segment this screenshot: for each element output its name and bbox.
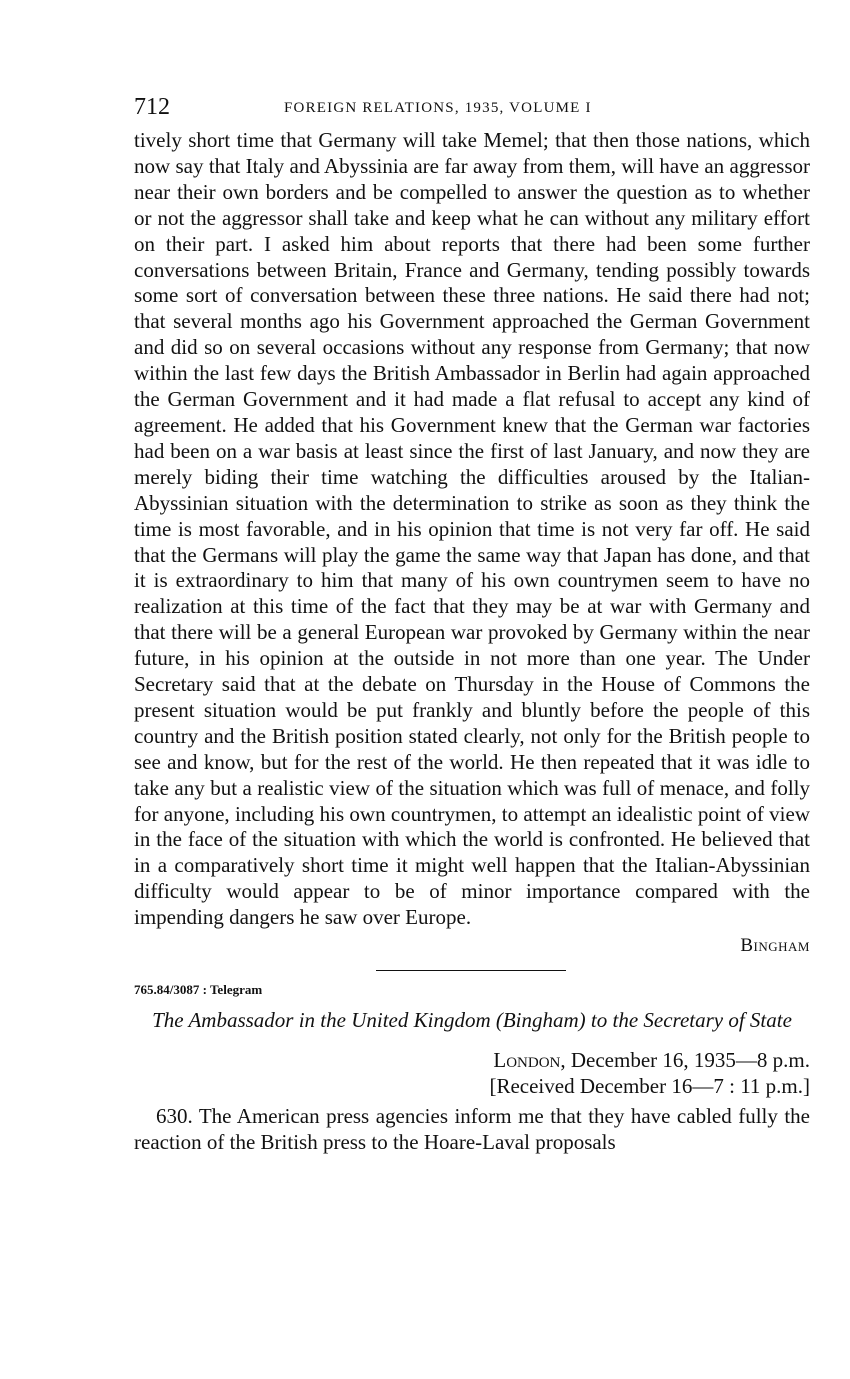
dateline-place: London <box>493 1048 561 1073</box>
file-reference: 765.84/3087 : Telegram <box>134 982 263 998</box>
telegram-text: 630. The American press agencies inform me that they have cabled fully the reaction of the British press to the Hoare-Laval proposals <box>134 1104 810 1155</box>
page-number: 712 <box>134 94 170 120</box>
received-line: [Received December 16—7 : 11 p.m.] <box>489 1074 810 1099</box>
body-paragraph: tively short time that Germany will take Memel; that then those nations, which now say that Italy and Abyssinia are far away from them, will have an aggressor near their own borders and be compelled to answer the question as to whether or not the aggressor shall take and keep what he can without any military effort on their part. I asked him about reports that there had been some further conversations between Britain, France and Germany, tending possibly towards some sort of conversation between these three nations. He said there had not; that several months ago his Government approached the German Government and did so on several occasions without any response from Germany; that now within the last few days the British Ambassador in Berlin had again approached the German Government and it had made a flat refusal to accept any kind of agreement. He added that his Government knew that the German war factories had been on a war basis at least since the first of last January, and now they are merely biding their time watching the difficulties aroused by the Italian-Abyssinian situation with the determination to strike as soon as they think the time is most favorable, and in his opinion that time is not very far off. He said that the Germans will play the game the same way that Japan has done, and that it is extraordinary to him that many of his own countrymen seem to have no realization at this time of the fact that they may be at war with Germany and that there will be a general European war provoked by Germany within the near future, in his opinion at the outside in not more than one year. The Under Secretary said that at the debate on Thursday in the House of Commons the present situation would be put frankly and bluntly before the people of this country and the British position stated clearly, not only for the British people to see and know, but for the rest of the world. He then repeated that it was idle to take any but a realistic view of the situation which was full of menace, and folly for anyone, including his own countrymen, to attempt an idealistic point of view in the face of the situation with which the world is confronted. He believed that in a comparatively short time it might well happen that the Italian-Abyssinian difficulty would appear to be of minor importance compared with the impending dangers he saw over Europe. <box>134 128 810 930</box>
dateline-date: , December 16, 1935—8 p.m. <box>560 1048 810 1073</box>
page-header <box>134 92 810 128</box>
document-page <box>134 92 810 1155</box>
document-title: The Ambassador in the United Kingdom (Bingham) to the Secretary of State <box>152 1008 792 1033</box>
section-divider <box>376 970 566 971</box>
dateline <box>134 1047 810 1073</box>
signature: Bingham <box>740 935 810 957</box>
running-head: FOREIGN RELATIONS, 1935, VOLUME I <box>284 100 592 116</box>
